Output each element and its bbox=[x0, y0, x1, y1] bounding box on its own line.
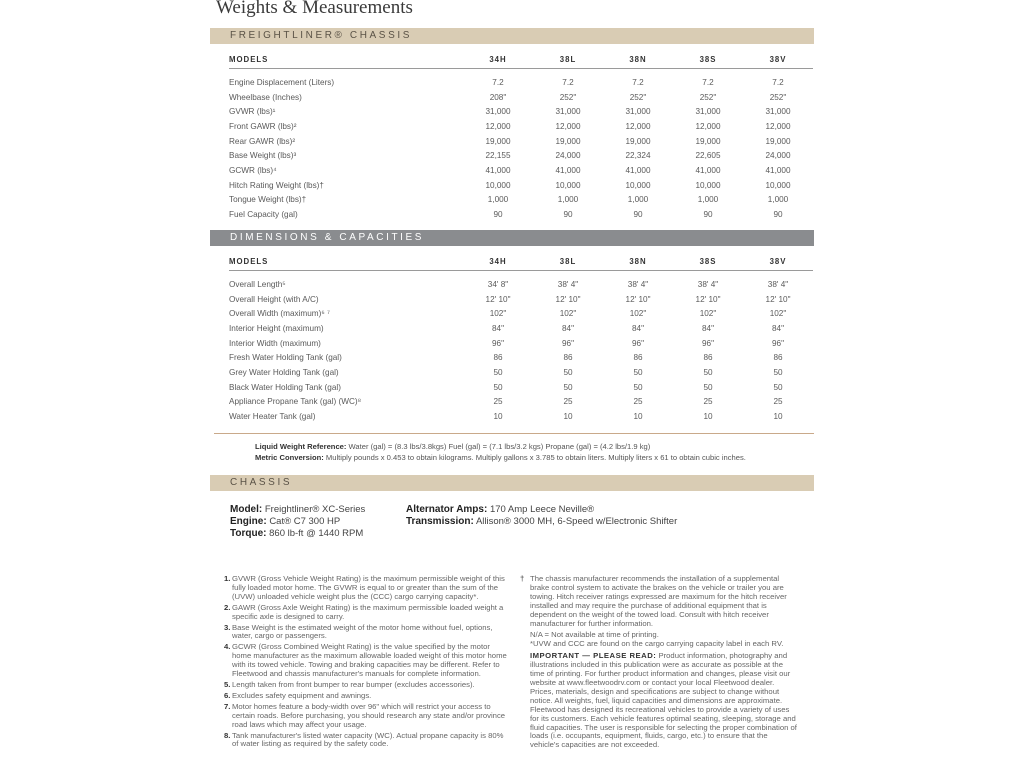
footnote-number: 5. bbox=[224, 679, 231, 689]
row-value: 7.2 bbox=[772, 77, 784, 87]
row-label: Rear GAWR (lbs)² bbox=[229, 136, 296, 146]
row-value: 102" bbox=[629, 309, 647, 319]
row-value: 10 bbox=[493, 412, 503, 422]
row-value: 102" bbox=[769, 309, 787, 319]
row-label: Engine Displacement (Liters) bbox=[229, 77, 335, 87]
transmission-value: Allison® 3000 MH, 6-Speed w/Electronic Shifter bbox=[475, 516, 678, 527]
row-value: 1,000 bbox=[557, 195, 579, 205]
models-header: MODELS bbox=[229, 54, 463, 69]
row-value: 50 bbox=[563, 382, 573, 392]
row-value: 12,000 bbox=[625, 121, 651, 131]
row-value: 90 bbox=[773, 210, 783, 220]
footnote bbox=[224, 681, 509, 690]
footnote bbox=[224, 692, 509, 701]
footnotes-right bbox=[520, 574, 798, 750]
models-header: MODELS bbox=[229, 256, 463, 271]
footnote-text: Length taken from front bumper to rear bumper (excludes accessories). bbox=[232, 679, 475, 689]
row-value: 38' 4" bbox=[557, 279, 579, 289]
model-header: 34H bbox=[463, 54, 533, 69]
model-header: 38N bbox=[603, 256, 673, 271]
row-value: 84" bbox=[491, 323, 504, 333]
na-note: N/A = Not available at time of printing. bbox=[530, 630, 659, 640]
row-value: 1,000 bbox=[487, 195, 509, 205]
row-value: 86 bbox=[703, 353, 713, 363]
row-value: 12' 10" bbox=[695, 294, 721, 304]
table-row bbox=[229, 292, 813, 307]
footnotes-left bbox=[224, 575, 509, 751]
row-label: Tongue Weight (lbs)† bbox=[229, 195, 307, 205]
dimensions-table-body bbox=[229, 271, 813, 424]
dimensions-spec-table bbox=[229, 256, 813, 424]
chassis-info-heading: CHASSIS bbox=[210, 475, 814, 491]
table-row bbox=[229, 163, 813, 178]
table-row bbox=[229, 395, 813, 410]
row-value: 84" bbox=[771, 323, 784, 333]
row-value: 7.2 bbox=[702, 77, 714, 87]
row-value: 25 bbox=[493, 397, 503, 407]
row-value: 252" bbox=[559, 92, 577, 102]
row-value: 25 bbox=[563, 397, 573, 407]
chassis-section-heading: FREIGHTLINER® CHASSIS bbox=[210, 28, 814, 44]
dimensions-section-heading: DIMENSIONS & CAPACITIES bbox=[210, 230, 814, 246]
metric-conversion-label: Metric Conversion: bbox=[255, 453, 324, 462]
row-value: 41,000 bbox=[765, 165, 791, 175]
row-value: 102" bbox=[489, 309, 507, 319]
footnote-text: Tank manufacturer's listed water capacity (WC). Actual propane capacity is 80% of water listing as required by the safety code. bbox=[232, 730, 504, 749]
table-row bbox=[229, 336, 813, 351]
row-value: 84" bbox=[561, 323, 574, 333]
row-value: 1,000 bbox=[627, 195, 649, 205]
uvw-note: *UVW and CCC are found on the cargo carrying capacity label in each RV. bbox=[530, 639, 784, 649]
table-row bbox=[229, 350, 813, 365]
footnote-number: 1. bbox=[224, 574, 231, 583]
model-header: 38L bbox=[533, 54, 603, 69]
row-value: 86 bbox=[563, 353, 573, 363]
reference-block bbox=[255, 441, 746, 463]
row-value: 24,000 bbox=[765, 151, 791, 161]
table-row bbox=[229, 119, 813, 134]
row-value: 84" bbox=[701, 323, 714, 333]
row-label: Fresh Water Holding Tank (gal) bbox=[229, 353, 342, 363]
row-label: Overall Height (with A/C) bbox=[229, 294, 319, 304]
row-label: Base Weight (lbs)³ bbox=[229, 151, 297, 161]
footnote bbox=[224, 624, 509, 642]
footnote-number: 6. bbox=[224, 690, 231, 700]
torque-value: 860 lb-ft @ 1440 RPM bbox=[269, 528, 364, 539]
row-value: 19,000 bbox=[555, 136, 581, 146]
row-label: Wheelbase (Inches) bbox=[229, 92, 302, 102]
row-value: 25 bbox=[773, 397, 783, 407]
row-label: Interior Width (maximum) bbox=[229, 338, 321, 348]
row-value: 7.2 bbox=[632, 77, 644, 87]
row-value: 22,324 bbox=[625, 151, 651, 161]
model-header: 38V bbox=[743, 256, 813, 271]
model-header: 38N bbox=[603, 54, 673, 69]
row-label: Grey Water Holding Tank (gal) bbox=[229, 367, 339, 377]
model-label: Model: bbox=[230, 504, 263, 515]
row-value: 50 bbox=[703, 367, 713, 377]
footnote-number: 4. bbox=[224, 642, 231, 652]
row-label: Interior Height (maximum) bbox=[229, 323, 324, 333]
row-value: 252" bbox=[699, 92, 717, 102]
footnote bbox=[224, 575, 509, 602]
row-value: 96" bbox=[561, 338, 574, 348]
row-value: 10 bbox=[703, 412, 713, 422]
torque-label: Torque: bbox=[230, 528, 267, 539]
footnote-number: 8. bbox=[224, 730, 231, 740]
divider bbox=[214, 433, 814, 434]
row-value: 31,000 bbox=[555, 107, 581, 117]
footnote-number: 2. bbox=[224, 602, 231, 612]
row-value: 252" bbox=[769, 92, 787, 102]
row-label: Overall Length⁵ bbox=[229, 279, 286, 289]
row-value: 12,000 bbox=[765, 121, 791, 131]
row-value: 31,000 bbox=[625, 107, 651, 117]
row-value: 50 bbox=[703, 382, 713, 392]
dagger-note bbox=[520, 574, 798, 628]
row-label: Fuel Capacity (gal) bbox=[229, 210, 298, 220]
table-row bbox=[229, 365, 813, 380]
row-value: 10,000 bbox=[555, 180, 581, 190]
table-row bbox=[229, 148, 813, 163]
table-row bbox=[229, 306, 813, 321]
table-row bbox=[229, 134, 813, 149]
model-value: Freightliner® XC-Series bbox=[264, 504, 366, 515]
table-row bbox=[229, 409, 813, 424]
engine-value: Cat® C7 300 HP bbox=[269, 516, 341, 527]
table-row bbox=[229, 380, 813, 395]
row-value: 86 bbox=[633, 353, 643, 363]
row-value: 86 bbox=[493, 353, 503, 363]
row-value: 24,000 bbox=[555, 151, 581, 161]
row-value: 50 bbox=[493, 382, 503, 392]
row-value: 90 bbox=[633, 210, 643, 220]
footnote bbox=[224, 703, 509, 730]
row-value: 19,000 bbox=[695, 136, 721, 146]
row-value: 50 bbox=[773, 367, 783, 377]
important-note bbox=[530, 652, 798, 750]
row-value: 50 bbox=[493, 367, 503, 377]
footnote-number: 7. bbox=[224, 701, 231, 711]
alternator-value: 170 Amp Leece Neville® bbox=[489, 504, 595, 515]
row-value: 31,000 bbox=[695, 107, 721, 117]
footnote bbox=[224, 732, 509, 750]
row-label: GVWR (lbs)¹ bbox=[229, 107, 276, 117]
row-value: 34' 8" bbox=[487, 279, 509, 289]
row-value: 10,000 bbox=[485, 180, 511, 190]
liquid-weight-text: Water (gal) = (8.3 lbs/3.8kgs) Fuel (gal) = (7.1 lbs/3.2 kgs) Propane (gal) = (4.2 lbs/1.9 kg) bbox=[348, 442, 651, 451]
row-value: 10 bbox=[773, 412, 783, 422]
row-value: 41,000 bbox=[695, 165, 721, 175]
alternator-label: Alternator Amps: bbox=[406, 504, 488, 515]
row-value: 10 bbox=[563, 412, 573, 422]
dagger-note-text: The chassis manufacturer recommends the installation of a supplemental brake control system to activate the brakes on the vehicle or trailer you are towing. Hitch receiver ratings expressed are maximum for the hitch receiver installed and may require the purchase of additional equipment that is dependent on the weight of the towed load. Consult with hitch receiver manufacturer for further information. bbox=[530, 574, 787, 628]
chassis-info-left bbox=[230, 504, 365, 540]
row-value: 38' 4" bbox=[627, 279, 649, 289]
row-value: 86 bbox=[773, 353, 783, 363]
important-text: Product information, photography and illustrations included in this publication were as accurate as possible at the time of printing. For further product information and changes, please visit our website at www.fleetwoodrv.com or contact your local Fleetwood dealer. Prices, materials, design and specifications are subject to change without notice. All weights, fuel, liquid capacities and dimensions are approximate. Fleetwood has designed its recreational vehicles to provide a variety of uses for its customers. Each vehicle features optimal seating, sleeping, storage and fluid capacities. The user is responsible for selecting the proper combination of loads (i.e. occupants, equipment, fluids, cargo, etc.) to ensure that the vehicle's capacities are not exceeded. bbox=[530, 651, 797, 750]
engine-label: Engine: bbox=[230, 516, 267, 527]
row-value: 12,000 bbox=[555, 121, 581, 131]
row-label: Appliance Propane Tank (gal) (WC)⁸ bbox=[229, 397, 362, 407]
row-value: 7.2 bbox=[492, 77, 504, 87]
table-row bbox=[229, 321, 813, 336]
footnote-text: GCWR (Gross Combined Weight Rating) is the value specified by the motor home manufacturer as the maximum allowable loaded weight of this motor home with its towed vehicle. Towing and braking capacities may be different. Refer to Fleetwood and chassis manufacturer's manuals for complete information. bbox=[232, 642, 507, 679]
row-value: 102" bbox=[699, 309, 717, 319]
row-label: Hitch Rating Weight (lbs)† bbox=[229, 180, 324, 190]
row-value: 12' 10" bbox=[485, 294, 511, 304]
footnote bbox=[224, 643, 509, 679]
model-header: 34H bbox=[463, 256, 533, 271]
row-value: 10,000 bbox=[765, 180, 791, 190]
metric-conversion-text: Multiply pounds x 0.453 to obtain kilograms. Multiply gallons x 3.785 to obtain liters. Multiply liters x 61 to obtain cubic inches. bbox=[325, 453, 746, 462]
row-value: 50 bbox=[633, 367, 643, 377]
table-row bbox=[229, 178, 813, 193]
row-value: 41,000 bbox=[485, 165, 511, 175]
row-value: 96" bbox=[631, 338, 644, 348]
row-value: 50 bbox=[633, 382, 643, 392]
model-header: 38S bbox=[673, 54, 743, 69]
row-label: Black Water Holding Tank (gal) bbox=[229, 382, 341, 392]
row-value: 84" bbox=[631, 323, 644, 333]
row-value: 19,000 bbox=[625, 136, 651, 146]
row-value: 208" bbox=[489, 92, 507, 102]
footnote-text: GAWR (Gross Axle Weight Rating) is the maximum permissible loaded weight a specific axle is designed to carry. bbox=[232, 602, 504, 621]
row-label: Front GAWR (lbs)² bbox=[229, 121, 297, 131]
table-row bbox=[229, 193, 813, 208]
row-value: 1,000 bbox=[697, 195, 719, 205]
transmission-label: Transmission: bbox=[406, 516, 474, 527]
row-value: 252" bbox=[629, 92, 647, 102]
row-value: 22,605 bbox=[695, 151, 721, 161]
row-value: 25 bbox=[633, 397, 643, 407]
row-value: 96" bbox=[491, 338, 504, 348]
row-value: 90 bbox=[493, 210, 503, 220]
footnote-text: Motor homes feature a body-width over 96" which will restrict your access to certain roads. Before purchasing, you should research any state and/or province road laws which may affect your usage. bbox=[232, 701, 506, 729]
chassis-table-body bbox=[229, 69, 813, 222]
row-value: 1,000 bbox=[767, 195, 789, 205]
model-header: 38V bbox=[743, 54, 813, 69]
row-value: 96" bbox=[771, 338, 784, 348]
model-header: 38S bbox=[673, 256, 743, 271]
row-value: 90 bbox=[563, 210, 573, 220]
footnote-text: Excludes safety equipment and awnings. bbox=[232, 690, 372, 700]
important-label: IMPORTANT — PLEASE READ: bbox=[530, 651, 657, 661]
row-value: 19,000 bbox=[485, 136, 511, 146]
table-row bbox=[229, 207, 813, 222]
dagger-symbol: † bbox=[520, 574, 525, 583]
row-value: 12' 10" bbox=[625, 294, 651, 304]
footnote bbox=[224, 604, 509, 622]
row-value: 90 bbox=[703, 210, 713, 220]
chassis-info-right bbox=[406, 504, 677, 528]
row-label: GCWR (lbs)⁴ bbox=[229, 165, 277, 175]
row-value: 12' 10" bbox=[765, 294, 791, 304]
footnote-text: GVWR (Gross Vehicle Weight Rating) is the maximum permissible weight of this fully loaded motor home. The GVWR is equal to or greater than the sum of the (UVW) unloaded vehicle weight plus the (CCC) cargo carrying capacity*. bbox=[232, 574, 505, 601]
row-value: 41,000 bbox=[555, 165, 581, 175]
footnote-number: 3. bbox=[224, 622, 231, 632]
row-value: 7.2 bbox=[562, 77, 574, 87]
row-label: Water Heater Tank (gal) bbox=[229, 412, 316, 422]
row-value: 10 bbox=[633, 412, 643, 422]
table-row bbox=[229, 277, 813, 292]
row-value: 19,000 bbox=[765, 136, 791, 146]
row-value: 31,000 bbox=[765, 107, 791, 117]
row-value: 25 bbox=[703, 397, 713, 407]
chassis-spec-table bbox=[229, 54, 813, 222]
row-label: Overall Width (maximum)⁶ ⁷ bbox=[229, 309, 330, 319]
table-row bbox=[229, 104, 813, 119]
table-header-row bbox=[229, 54, 813, 69]
table-row bbox=[229, 90, 813, 105]
row-value: 12' 10" bbox=[555, 294, 581, 304]
row-value: 12,000 bbox=[485, 121, 511, 131]
row-value: 50 bbox=[773, 382, 783, 392]
footnote-text: Base Weight is the estimated weight of the motor home without fuel, options, water, cargo or passengers. bbox=[232, 622, 493, 641]
liquid-weight-label: Liquid Weight Reference: bbox=[255, 442, 347, 451]
table-header-row bbox=[229, 256, 813, 271]
model-header: 38L bbox=[533, 256, 603, 271]
row-value: 96" bbox=[701, 338, 714, 348]
row-value: 50 bbox=[563, 367, 573, 377]
row-value: 22,155 bbox=[485, 151, 511, 161]
row-value: 12,000 bbox=[695, 121, 721, 131]
row-value: 10,000 bbox=[695, 180, 721, 190]
page-title: Weights & Measurements bbox=[216, 0, 413, 18]
row-value: 102" bbox=[559, 309, 577, 319]
row-value: 41,000 bbox=[625, 165, 651, 175]
row-value: 38' 4" bbox=[767, 279, 789, 289]
row-value: 10,000 bbox=[625, 180, 651, 190]
table-row bbox=[229, 75, 813, 90]
row-value: 38' 4" bbox=[697, 279, 719, 289]
row-value: 31,000 bbox=[485, 107, 511, 117]
